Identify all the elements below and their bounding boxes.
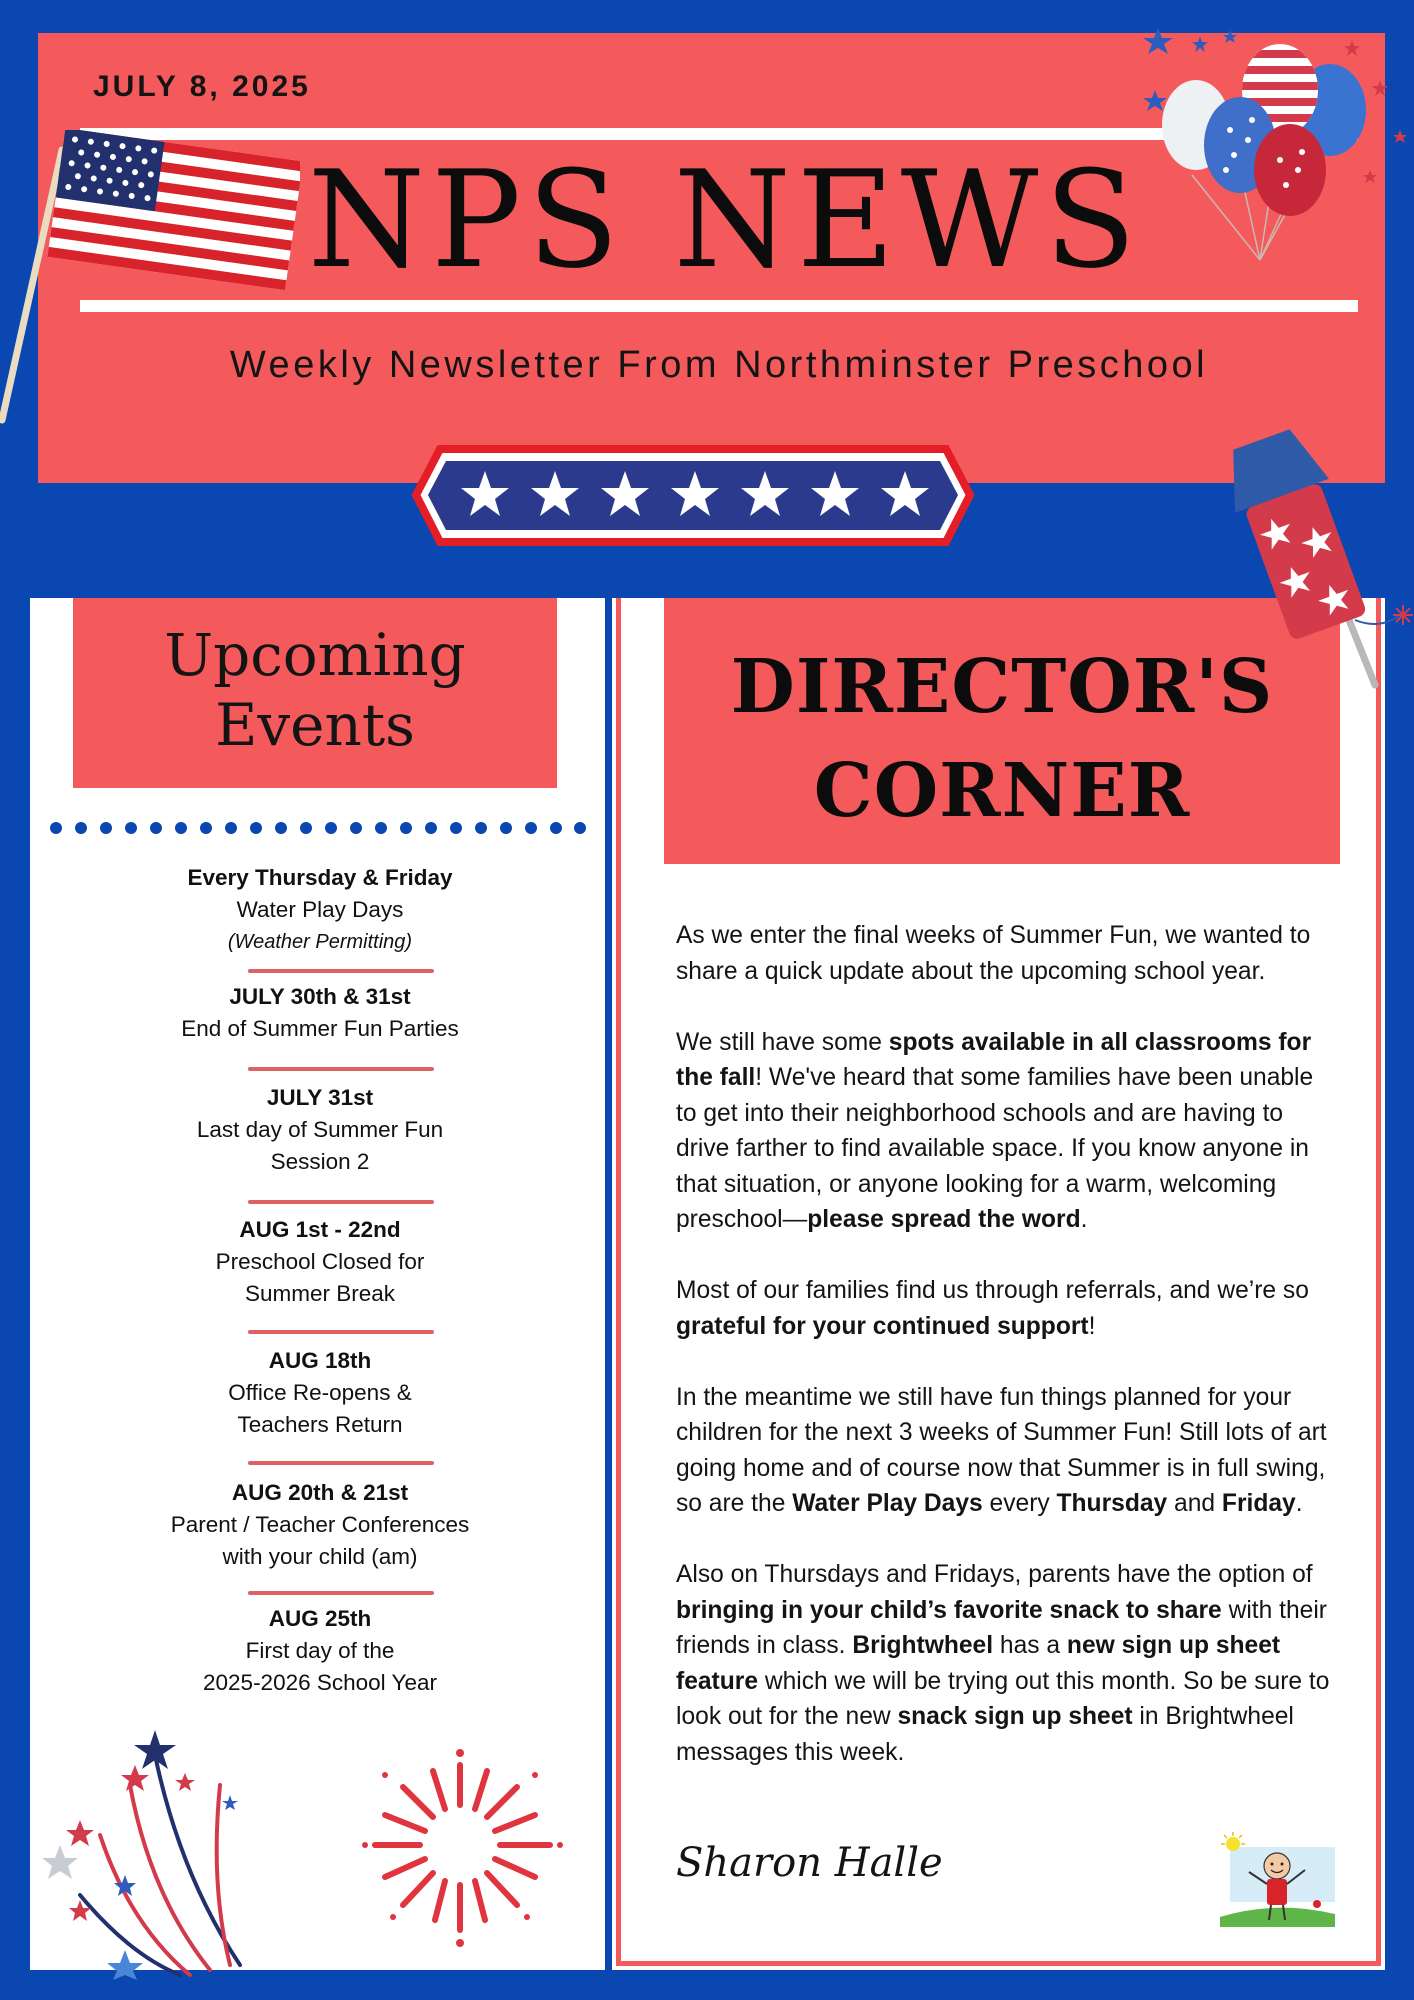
event-date: AUG 20th & 21st xyxy=(231,1480,409,1505)
event-date: AUG 25th xyxy=(268,1606,372,1631)
masthead-title: NPS NEWS xyxy=(307,142,1143,298)
directors-heading-line1: DIRECTOR'S xyxy=(730,644,1274,730)
event-date: AUG 18th xyxy=(268,1348,372,1373)
event-description: Parent / Teacher Conferences xyxy=(170,1512,470,1537)
letter-paragraph: Also on Thursdays and Fridays, parents have the option of bringing in your child’s favorite snack to share with their friends in class. Brightwheel has a new sign up sheet feature which we will be trying out this month. So be sure to look out for the new snack sign up sheet in Brightwheel messages this week. xyxy=(676,1561,1330,1766)
event-date: JULY 31st xyxy=(266,1085,374,1110)
event-description: Water Play Days xyxy=(236,897,404,922)
event-item xyxy=(40,1345,600,1441)
event-date: AUG 1st - 22nd xyxy=(239,1217,401,1242)
event-divider xyxy=(248,1330,434,1334)
event-divider xyxy=(248,969,434,973)
event-description-cont: Session 2 xyxy=(270,1149,370,1174)
event-item xyxy=(40,862,600,958)
event-note: (Weather Permitting) xyxy=(227,931,413,953)
event-divider xyxy=(248,1461,434,1465)
letter-paragraph: In the meantime we still have fun things planned for your children for the next 3 weeks of Summer Fun! Still lots of art going home and of course now that Summer is in full swing, so are the Water Play Days every Thursday and Friday. xyxy=(676,1383,1327,1517)
letter-paragraph: Most of our families find us through referrals, and we’re so grateful for your continued support! xyxy=(676,1277,1309,1340)
child-drawing-icon xyxy=(1215,1832,1340,1932)
tagline: Weekly Newsletter From Northminster Preschool xyxy=(229,344,1209,386)
shooting-stars-icon xyxy=(40,1725,260,1980)
firework-rocket-icon xyxy=(1205,420,1414,695)
event-description-cont: Teachers Return xyxy=(237,1412,403,1437)
events-heading-line2: Events xyxy=(215,691,415,759)
event-item xyxy=(40,1214,600,1310)
directors-letter xyxy=(676,918,1338,1806)
issue-date: JULY 8, 2025 xyxy=(93,70,311,103)
directors-heading-line2: CORNER xyxy=(813,748,1191,834)
star-banner-icon xyxy=(410,443,976,548)
event-item xyxy=(40,981,600,1045)
event-date: JULY 30th & 31st xyxy=(229,984,411,1009)
dotted-divider xyxy=(48,820,588,836)
letter-paragraph: We still have some spots available in all classrooms for the fall! We've heard that some families have been unable to get into their neighborhood schools and are having to drive farther to find available space. If you know anyone in that situation, or anyone looking for a warm, welcoming preschool—please spread the word. xyxy=(676,1028,1314,1233)
event-description-cont: with your child (am) xyxy=(222,1544,418,1569)
event-divider xyxy=(248,1200,434,1204)
event-divider xyxy=(248,1067,434,1071)
signature: Sharon Halle xyxy=(676,1840,943,1886)
event-item xyxy=(40,1603,600,1699)
event-description-cont: Summer Break xyxy=(244,1281,396,1306)
firework-burst-icon xyxy=(345,1735,575,1955)
us-flag-icon xyxy=(0,130,300,430)
event-item xyxy=(40,1477,600,1573)
event-description: Office Re-opens & xyxy=(228,1380,412,1405)
letter-paragraph: As we enter the final weeks of Summer Fun, we wanted to share a quick update about the upcoming school year. xyxy=(676,922,1311,985)
events-heading-line1: Upcoming xyxy=(164,621,466,689)
event-date: Every Thursday & Friday xyxy=(187,865,453,890)
event-item xyxy=(40,1082,600,1178)
event-description: Preschool Closed for xyxy=(215,1249,425,1274)
event-divider xyxy=(248,1591,434,1595)
event-description-cont: 2025-2026 School Year xyxy=(203,1670,437,1695)
event-description: First day of the xyxy=(245,1638,395,1663)
balloons-icon xyxy=(1130,20,1414,290)
event-description: Last day of Summer Fun xyxy=(196,1117,444,1142)
events-heading xyxy=(73,620,557,760)
event-description: End of Summer Fun Parties xyxy=(181,1016,459,1041)
